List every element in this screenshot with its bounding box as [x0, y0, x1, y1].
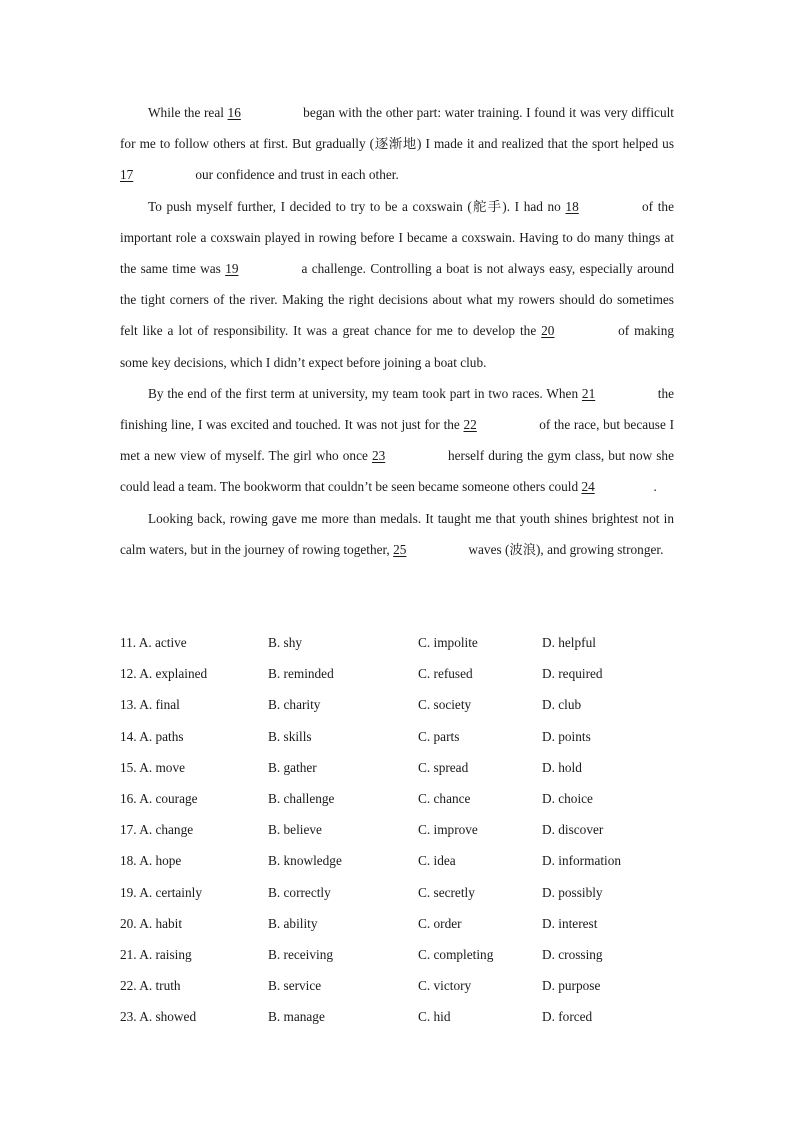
- option-d: D. information: [542, 853, 622, 869]
- paragraph-3: By the end of the first term at university, my team took part in two races. When 21 the finishing line, I was excited and touched. It was not just for the 22 of the race, but because I met a new view of myself. The girl who once 23 herself during the gym class, but now she could lead a team. The bookworm that couldn’t be seen became someone others could 24 .: [120, 378, 674, 503]
- blank-18: 18: [565, 198, 579, 214]
- option-row-18: [120, 845, 680, 876]
- option-a: 17. A. change: [120, 822, 194, 838]
- option-a: 20. A. habit: [120, 915, 183, 931]
- option-c: C. chance: [418, 790, 471, 806]
- option-b: B. knowledge: [268, 853, 342, 869]
- option-a: 19. A. certainly: [120, 884, 202, 900]
- option-d: D. discover: [542, 822, 604, 838]
- blank-24: 24: [581, 479, 595, 495]
- option-d: D. crossing: [542, 946, 603, 962]
- option-d: D. required: [542, 666, 603, 682]
- option-b: B. reminded: [268, 666, 334, 682]
- option-c: C. society: [418, 697, 472, 713]
- option-row-16: [120, 783, 680, 814]
- option-a: 12. A. explained: [120, 666, 208, 682]
- blank-22: 22: [463, 417, 477, 433]
- option-row-13: [120, 689, 680, 720]
- option-d: D. possibly: [542, 884, 603, 900]
- option-c: C. impolite: [418, 635, 478, 650]
- option-d: D. helpful: [542, 635, 596, 650]
- option-a: 15. A. move: [120, 759, 186, 775]
- option-a: 13. A. final: [120, 697, 180, 713]
- blank-19: 19: [225, 261, 239, 277]
- option-row-19: [120, 877, 680, 908]
- cloze-passage: [120, 97, 674, 565]
- option-d: D. forced: [542, 1009, 593, 1025]
- option-d: D. purpose: [542, 978, 601, 994]
- option-c: C. completing: [418, 946, 494, 962]
- option-row-23: [120, 1001, 680, 1032]
- option-b: B. ability: [268, 915, 318, 931]
- blank-20: 20: [541, 323, 555, 339]
- blank-16: 16: [227, 105, 241, 120]
- option-a: 18. A. hope: [120, 853, 182, 869]
- option-row-11: [120, 627, 680, 658]
- blank-21: 21: [581, 385, 596, 401]
- option-row-12: [120, 658, 680, 689]
- paragraph-4: Looking back, rowing gave me more than medals. It taught me that youth shines brightest not in calm waters, but in the journey of rowing together, 25 waves (波浪), and growing stronger.: [120, 503, 674, 565]
- blank-17: 17: [120, 167, 134, 183]
- option-row-14: [120, 721, 680, 752]
- option-c: C. spread: [418, 759, 469, 775]
- option-b: B. gather: [268, 759, 317, 775]
- option-b: B. manage: [268, 1009, 325, 1025]
- option-c: C. idea: [418, 853, 456, 869]
- option-row-15: [120, 752, 680, 783]
- option-c: C. victory: [418, 978, 472, 994]
- option-b: B. skills: [268, 728, 312, 744]
- option-b: B. believe: [268, 822, 322, 838]
- option-c: C. hid: [418, 1009, 451, 1025]
- option-d: D. interest: [542, 915, 598, 931]
- option-row-17: [120, 814, 680, 845]
- option-d: D. hold: [542, 759, 582, 775]
- option-d: D. club: [542, 697, 582, 713]
- option-a: 14. A. paths: [120, 728, 184, 744]
- option-c: C. secretly: [418, 884, 475, 900]
- option-b: B. challenge: [268, 790, 335, 806]
- option-b: B. shy: [268, 635, 302, 650]
- option-row-21: [120, 939, 680, 970]
- option-a: 23. A. showed: [120, 1009, 197, 1025]
- option-row-22: [120, 970, 680, 1001]
- paragraph-2: To push myself further, I decided to try to be a coxswain (舵手). I had no 18 of the important role a coxswain played in rowing before I became a coxswain. Having to do many things at the same time was 19 a challenge. Controlling a boat is not always easy, especially around the tight corners of the river. Making the right decisions about what my rowers should do sometimes felt like a lot of responsibility. It was a great chance for me to develop the 20 of making some key decisions, which I didn’t expect before joining a boat club.: [120, 191, 674, 378]
- option-c: C. improve: [418, 822, 478, 838]
- option-a: 11. A. active: [120, 635, 187, 650]
- option-a: 21. A. raising: [120, 946, 192, 962]
- option-b: B. correctly: [268, 884, 331, 900]
- option-a: 22. A. truth: [120, 978, 181, 994]
- option-c: C. refused: [418, 666, 473, 682]
- option-b: B. charity: [268, 697, 321, 713]
- option-b: B. receiving: [268, 946, 333, 962]
- option-b: B. service: [268, 978, 322, 994]
- option-d: D. choice: [542, 790, 593, 806]
- blank-25: 25: [393, 541, 407, 557]
- option-c: C. order: [418, 915, 462, 931]
- option-c: C. parts: [418, 728, 460, 744]
- blank-23: 23: [371, 448, 386, 464]
- paragraph-1: While the real 16 began with the other part: water training. I found it was very difficult for me to follow others at first. But gradually (逐渐地) I made it and realized that the sport helped us 17 our confidence and trust in each other.: [120, 97, 674, 191]
- option-d: D. points: [542, 728, 591, 744]
- answer-options: [120, 627, 680, 1032]
- option-row-20: [120, 908, 680, 939]
- option-a: 16. A. courage: [120, 790, 198, 806]
